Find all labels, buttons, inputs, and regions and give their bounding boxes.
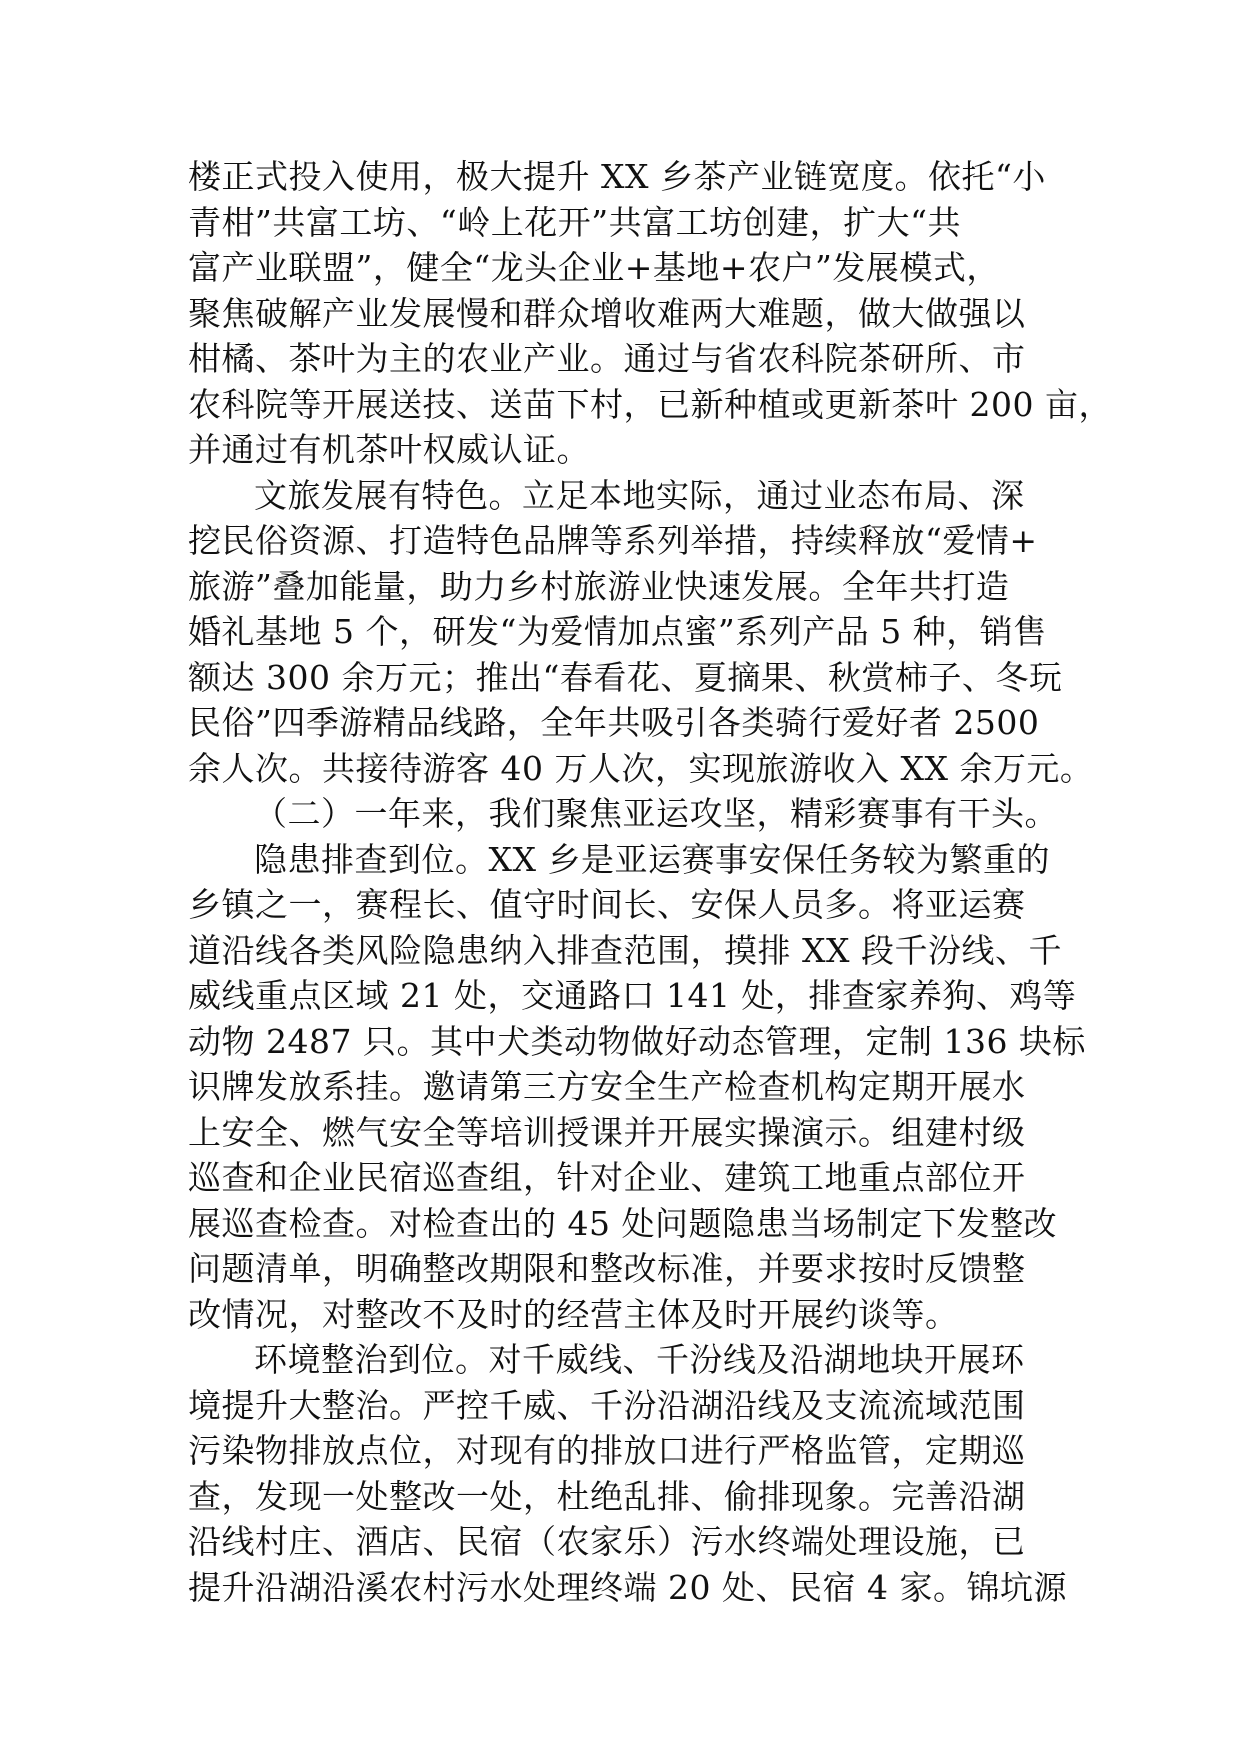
text-line: 乡镇之一，赛程长、值守时间长、安保人员多。将亚运赛: [188, 885, 1026, 924]
text-line: 富产业联盟”，健全“龙头企业+基地+农户”发展模式，: [188, 248, 1000, 287]
text-line: 展巡查检查。对检查出的 45 处问题隐患当场制定下发整改: [188, 1203, 1057, 1243]
text-line: 问题清单，明确整改期限和整改标准，并要求按时反馈整: [188, 1249, 1026, 1288]
paragraph-first-line: 隐患排查到位。XX 乡是亚运赛事安保任务较为繁重的: [254, 839, 1050, 879]
text-line: 额达 300 余万元；推出“春看花、夏摘果、秋赏柿子、冬玩: [188, 657, 1063, 697]
text-line: 上安全、燃气安全等培训授课并开展实操演示。组建村级: [188, 1112, 1026, 1152]
text-line: 余人次。共接待游客 40 万人次，实现旅游收入 XX 余万元。: [188, 748, 1094, 788]
text-line: 威线重点区域 21 处，交通路口 141 处，排查家养狗、鸡等: [188, 976, 1077, 1015]
body-text: [188, 154, 1112, 1610]
text-line: 识牌发放系挂。邀请第三方安全生产检查机构定期开展水: [188, 1067, 1026, 1106]
text-line: 动物 2487 只。其中犬类动物做好动态管理，定制 136 块标: [188, 1021, 1086, 1061]
text-line: 楼正式投入使用，极大提升 XX 乡茶产业链宽度。依托“小: [188, 157, 1046, 196]
text-line: 巡查和企业民宿巡查组，针对企业、建筑工地重点部位开: [188, 1158, 1026, 1197]
text-line: 道沿线各类风险隐患纳入排查范围，摸排 XX 段千汾线、千: [188, 930, 1062, 970]
text-line: 青柑”共富工坊、“岭上花开”共富工坊创建，扩大“共: [188, 202, 961, 242]
text-line: 改情况，对整改不及时的经营主体及时开展约谈等。: [188, 1294, 959, 1334]
text-line: 挖民俗资源、打造特色品牌等系列举措，持续释放“爱情+: [188, 521, 1038, 560]
text-line: 聚焦破解产业发展慢和群众增收难两大难题，做大做强以: [188, 293, 1026, 333]
text-line: 柑橘、茶叶为主的农业产业。通过与省农科院茶研所、市: [188, 339, 1026, 378]
text-line: 境提升大整治。严控千威、千汾沿湖沿线及支流流域范围: [188, 1385, 1026, 1425]
paragraph-first-line: （二）一年来，我们聚焦亚运攻坚，精彩赛事有干头。: [254, 794, 1058, 833]
text-line: 并通过有机茶叶权威认证。: [188, 430, 590, 469]
text-line: 沿线村庄、酒店、民宿（农家乐）污水终端处理设施，已: [188, 1522, 1026, 1561]
text-line: 农科院等开展送技、送苗下村，已新种植或更新茶叶 200 亩，: [188, 384, 1112, 424]
text-line: 旅游”叠加能量，助力乡村旅游业快速发展。全年共打造: [188, 566, 1010, 606]
text-line: 民俗”四季游精品线路，全年共吸引各类骑行爱好者 2500: [188, 703, 1040, 742]
text-line: 污染物排放点位，对现有的排放口进行严格监管，定期巡: [188, 1431, 1026, 1470]
text-line: 婚礼基地 5 个，研发“为爱情加点蜜”系列产品 5 种，销售: [188, 612, 1047, 651]
text-line: 提升沿湖沿溪农村污水处理终端 20 处、民宿 4 家。锦坑源: [188, 1567, 1067, 1607]
paragraph-first-line: 文旅发展有特色。立足本地实际，通过业态布局、深: [254, 475, 1025, 515]
text-line: 查，发现一处整改一处，杜绝乱排、偷排现象。完善沿湖: [188, 1476, 1026, 1516]
paragraph-first-line: 环境整治到位。对千威线、千汾线及沿湖地块开展环: [254, 1340, 1025, 1379]
